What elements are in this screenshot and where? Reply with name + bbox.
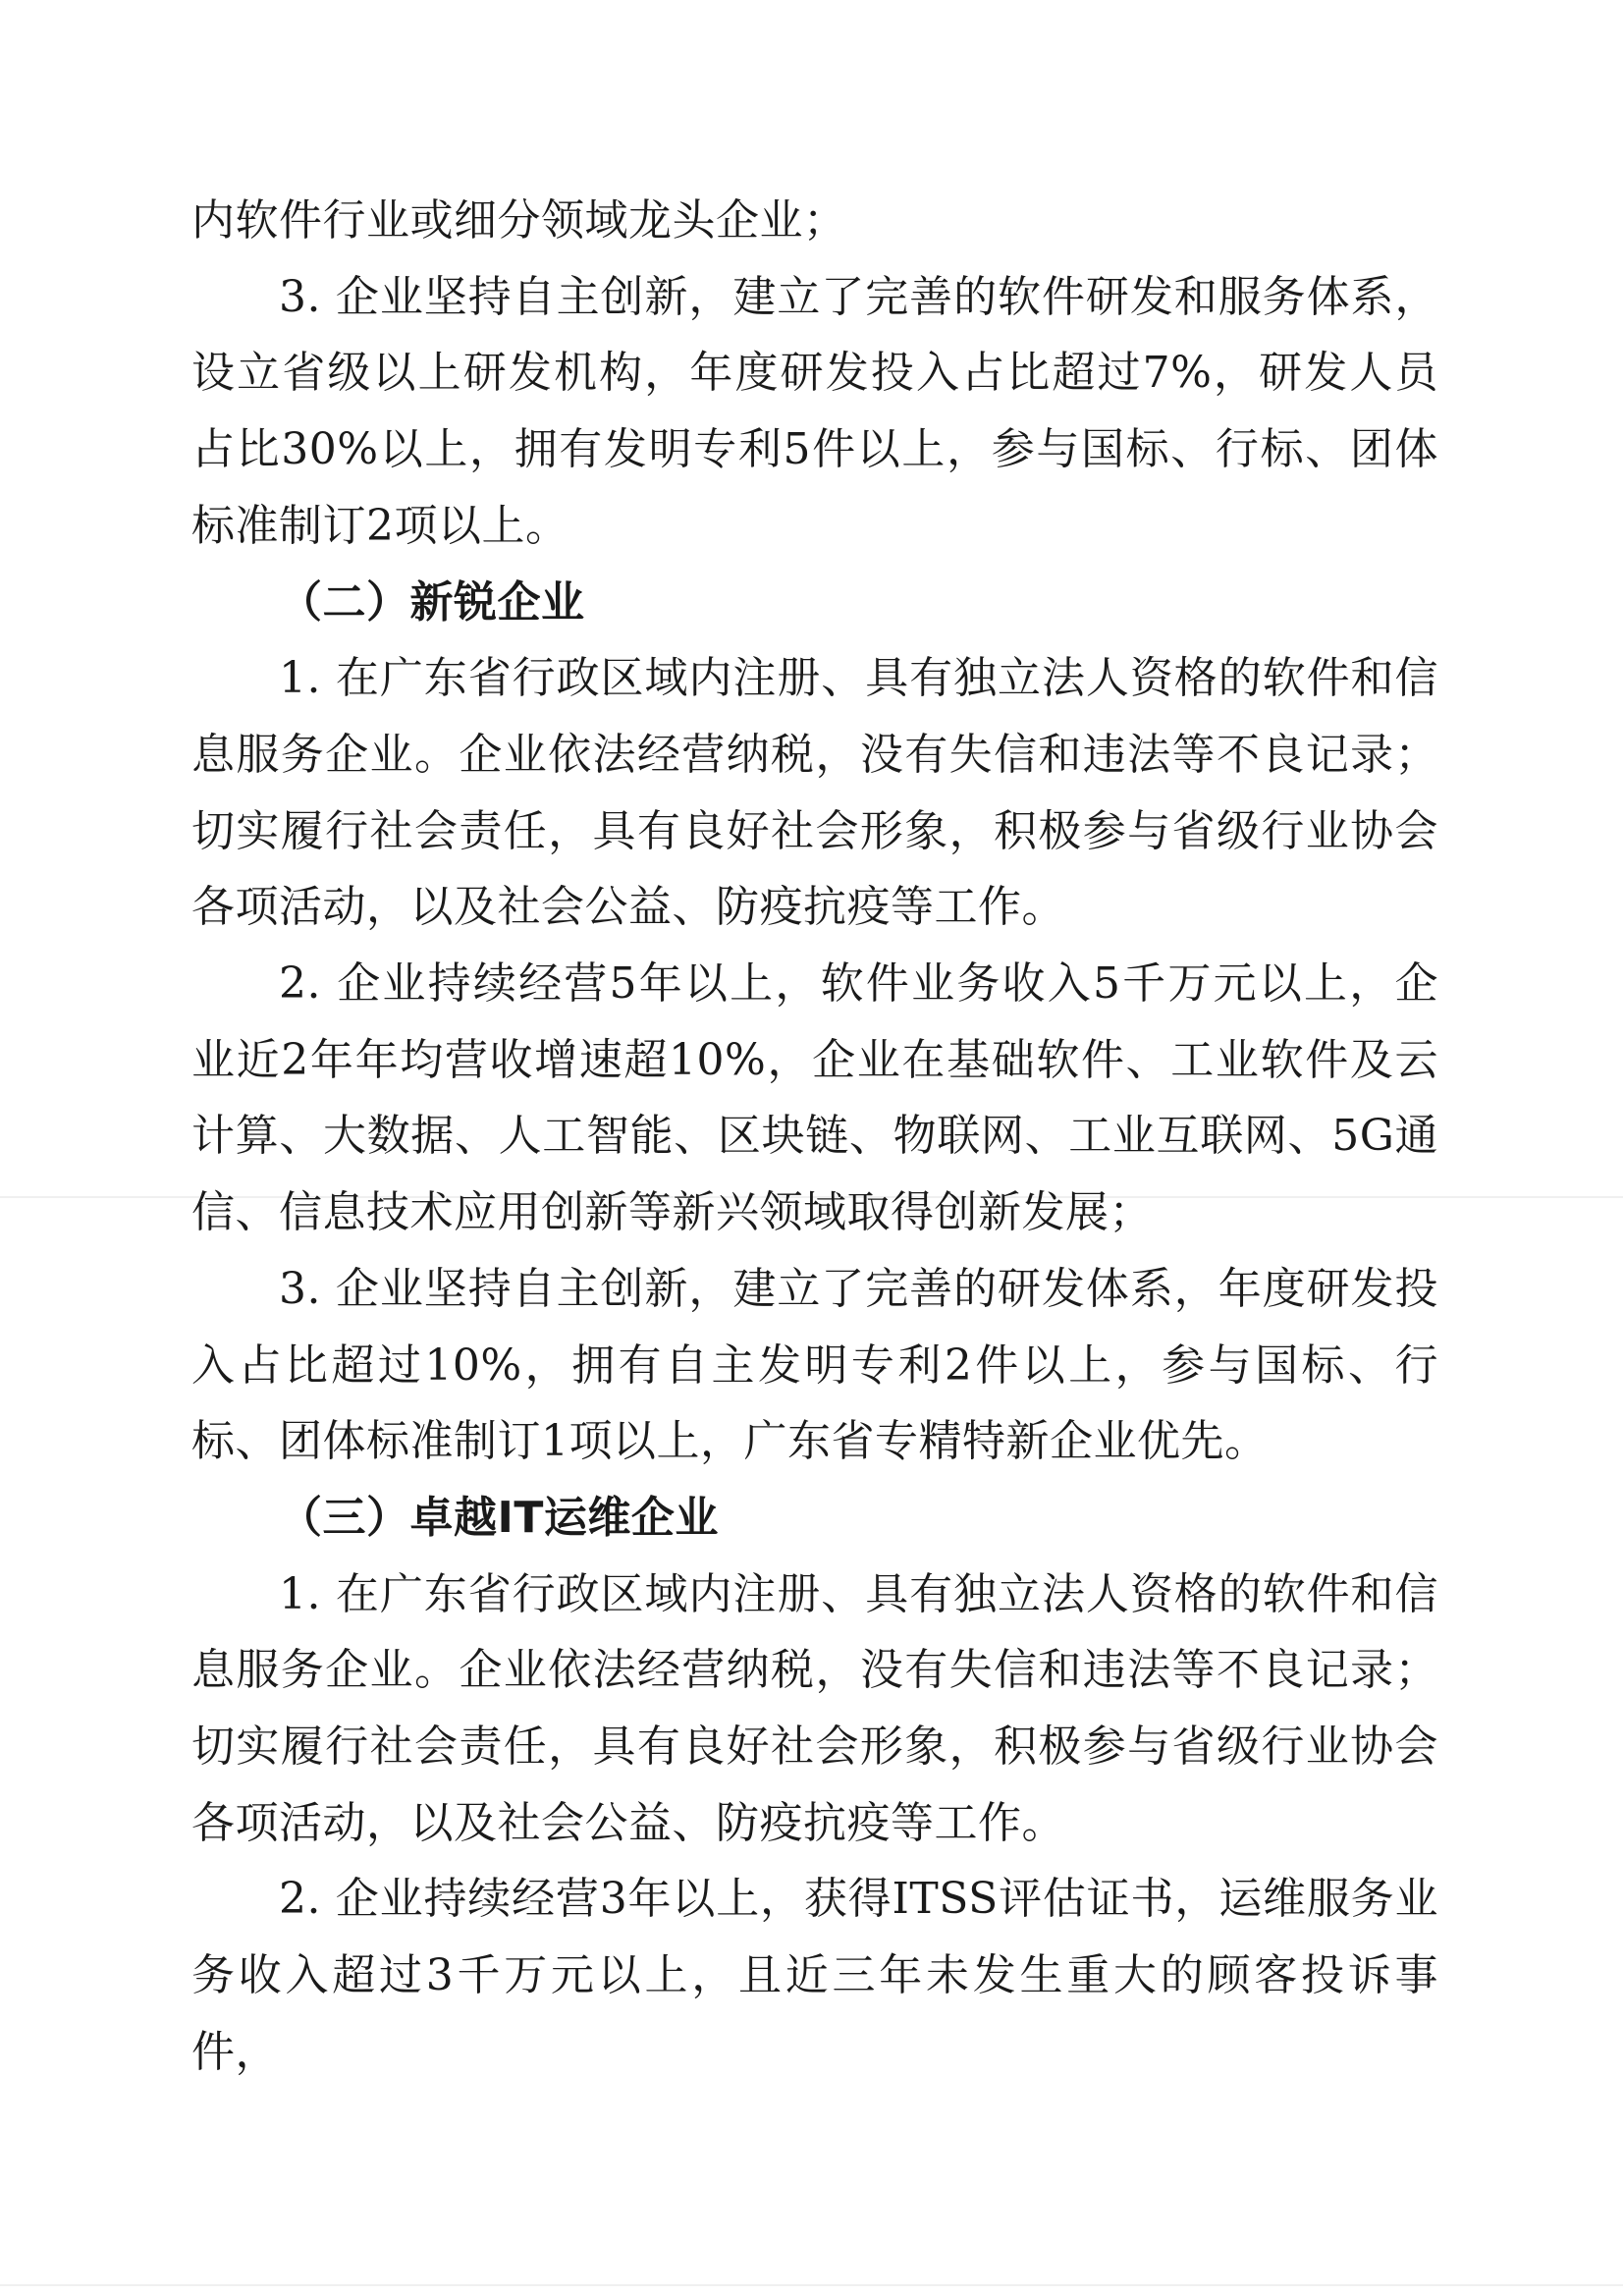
paragraph-continuation: 内软件行业或细分领域龙头企业；	[191, 195, 847, 246]
paragraph-item: 1. 在广东省行政区域内注册、具有独立法人资格的软件和信息服务企业。企业依法经营纳税，没有失信和违法等不良记录；切实履行社会责任，具有良好社会形象，积极参与省级行业协会各项活动，以及社会公益、防疫抗疫等工作。	[191, 653, 1438, 933]
paragraph-item: 3. 企业坚持自主创新，建立了完善的研发体系，年度研发投入占比超过10%，拥有自主发明专利2件以上，参与国标、行标、团体标准制订1项以上，广东省专精特新企业优先。	[191, 1263, 1438, 1467]
paragraph-item: 3. 企业坚持自主创新，建立了完善的软件研发和服务体系，设立省级以上研发机构，年度研发投入占比超过7%，研发人员占比30%以上，拥有发明专利5件以上，参与国标、行标、团体标准制订2项以上。	[191, 271, 1438, 551]
section-heading: （三）卓越IT运维企业	[279, 1492, 719, 1543]
paragraph-item: 2. 企业持续经营3年以上，获得ITSS评估证书，运维服务业务收入超过3千万元以上，且近三年未发生重大的顾客投诉事件，	[191, 1874, 1438, 2077]
paragraph-item: 1. 在广东省行政区域内注册、具有独立法人资格的软件和信息服务企业。企业依法经营纳税，没有失信和违法等不良记录；切实履行社会责任，具有良好社会形象，积极参与省级行业协会各项活动，以及社会公益、防疫抗疫等工作。	[191, 1568, 1438, 1848]
section-heading: （二）新锐企业	[279, 576, 585, 628]
scan-artifact-line	[0, 2284, 1623, 2286]
paragraph-item: 2. 企业持续经营5年以上，软件业务收入5千万元以上，企业近2年年均营收增速超10%，企业在基础软件、工业软件及云计算、大数据、人工智能、区块链、物联网、工业互联网、5G通信、信息技术应用创新等新兴领域取得创新发展；	[191, 958, 1438, 1238]
document-body	[191, 183, 1438, 2091]
